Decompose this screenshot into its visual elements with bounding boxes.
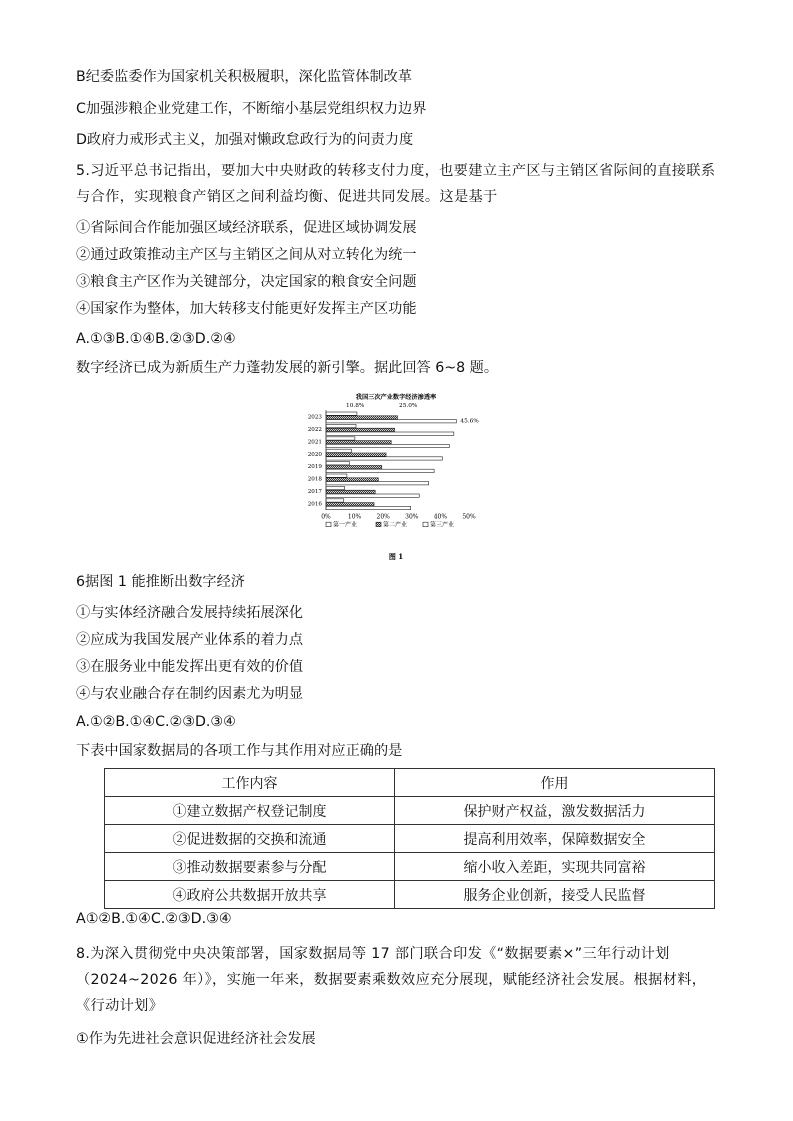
bar-第三产业 [326,457,442,460]
bar-第一产业 [326,462,349,465]
option-b-line: B纪委监委作为国家机关积极履职，深化监管体制改革 [76,69,413,85]
q6-statement-1: ①与实体经济融合发展持续拓展深化 [76,605,304,621]
year-label: 2016 [307,501,322,508]
table-row [105,881,715,909]
q5-statement-4: ④国家作为整体，加大转移支付能更好发挥主产区功能 [76,301,417,317]
year-label: 2022 [307,427,322,433]
bar-第一产业 [326,486,345,489]
q6-statement-3: ③在服务业中能发挥出更有效的价值 [76,659,304,675]
q7-choices: A①②B.①④C.②③D.③④ [76,911,232,927]
bar-第一产业 [326,499,344,502]
bar-第二产业 [326,428,395,431]
work-function-table [104,768,715,909]
table-header-row [105,769,715,797]
bar-第三产业 [326,420,456,423]
bar-第二产业 [326,453,386,456]
section-intro: 数字经济已成为新质生产力蓬勃发展的新引擎。据此回答 6~8 题。 [76,360,499,376]
bar-第二产业 [326,416,398,419]
legend-label: 第一产业 [333,521,358,529]
q5-statement-2: ②通过政策推动主产区与主销区之间从对立转化为统一 [76,247,417,263]
chart-bars [326,410,456,510]
x-tick-label: 50% [462,513,476,521]
question-7-stem: 下表中国家数据局的各项工作与其作用对应正确的是 [76,743,403,759]
option-c-line: C加强涉粮企业党建工作，不断缩小基层党组织权力边界 [76,101,427,117]
x-tick-label: 40% [433,513,448,521]
chart-title: 我国三次产业数字经济渗透率 [355,394,437,401]
bar-第一产业 [326,437,355,440]
bar-第二产业 [326,478,378,481]
question-6-stem: 6据图 1 能推断出数字经济 [76,574,245,590]
bar-第一产业 [326,424,356,427]
table-cell-work: ②促进数据的交换和流通 [105,825,395,853]
question-5-stem: 5.习近平总书记指出，要加大中央财政的转移支付力度，也要建立主产区与主销区省际间的直接联系与合作，实现粮食产销区之间利益均衡、促进共同发展。这是基于 [76,163,716,205]
q5-choices: A.①③B.①④B.②③D.②④ [76,331,236,347]
bar-第三产业 [326,482,429,485]
q5-statement-1: ①省际间合作能加强区域经济联系，促进区域协调发展 [76,220,417,236]
q5-statement-3: ③粮食主产区作为关键部分，决定国家的粮食安全问题 [76,274,417,290]
table-row [105,797,715,825]
table-cell-work: ①建立数据产权登记制度 [105,797,395,825]
data-label: 45.6% [460,418,479,425]
bar-第一产业 [326,474,347,477]
chart-legend [326,521,454,529]
table-cell-effect: 服务企业创新，接受人民监督 [395,881,715,909]
bar-第一产业 [326,449,351,452]
year-label: 2019 [307,464,322,471]
x-tick-label: 30% [405,513,419,521]
table-row [105,825,715,853]
table-cell-effect: 缩小收入差距，实现共同富裕 [395,853,715,881]
x-tick-label: 20% [376,513,390,521]
table-cell-effect: 提高利用效率，保障数据安全 [395,825,715,853]
bar-第三产业 [326,506,411,509]
q6-statement-4: ④与农业融合存在制约因素尤为明显 [76,686,304,702]
data-label: 25.0% [399,403,418,409]
bar-第二产业 [326,465,382,468]
bar-第一产业 [326,412,357,415]
legend-swatch [376,522,381,527]
q6-choices: A.①②B.①④C.②③D.③④ [76,714,236,730]
year-label: 2023 [307,414,322,421]
year-label: 2020 [307,451,322,458]
bar-第二产业 [326,490,375,493]
bar-第二产业 [326,441,391,444]
bar-第三产业 [326,469,434,472]
year-label: 2018 [307,476,322,483]
bar-第三产业 [326,432,454,435]
figure-caption: 图 1 [388,552,404,561]
x-tick-label: 0% [321,513,331,521]
data-label: 10.8% [346,403,365,409]
chart-x-ticks [321,514,476,521]
legend-swatch [326,522,331,527]
bar-第三产业 [326,494,419,497]
legend-label: 第三产业 [430,521,455,529]
q6-statement-2: ②应成为我国发展产业体系的着力点 [76,632,304,648]
q8-statement-1: ①作为先进社会意识促进经济社会发展 [76,1031,316,1047]
table-row [105,853,715,881]
bar-第三产业 [326,444,449,447]
chart-year-labels [308,415,323,508]
table-header-cell: 作用 [395,769,715,797]
penetration-bar-chart [300,388,500,566]
legend-label: 第二产业 [383,521,408,529]
year-label: 2021 [307,439,322,446]
year-label: 2017 [307,489,322,495]
option-d-line: D政府力戒形式主义，加强对懒政怠政行为的问责力度 [76,132,414,148]
legend-swatch [423,522,428,527]
question-8-stem: 8.为深入贯彻党中央决策部署，国家数据局等 17 部门联合印发《“数据要素×”三年行动计划（2024~2026 年）》，实施一年来，数据要素乘数效应充分展现，赋能经济社会发展。根据材料，《行动计划》 [76,946,707,1014]
table-header-cell: 工作内容 [105,769,395,797]
table-cell-work: ③推动数据要素参与分配 [105,853,395,881]
x-tick-label: 10% [347,513,362,521]
bar-第二产业 [326,503,374,506]
table-cell-effect: 保护财产权益，激发数据活力 [395,797,715,825]
table-cell-work: ④政府公共数据开放共享 [105,881,395,909]
